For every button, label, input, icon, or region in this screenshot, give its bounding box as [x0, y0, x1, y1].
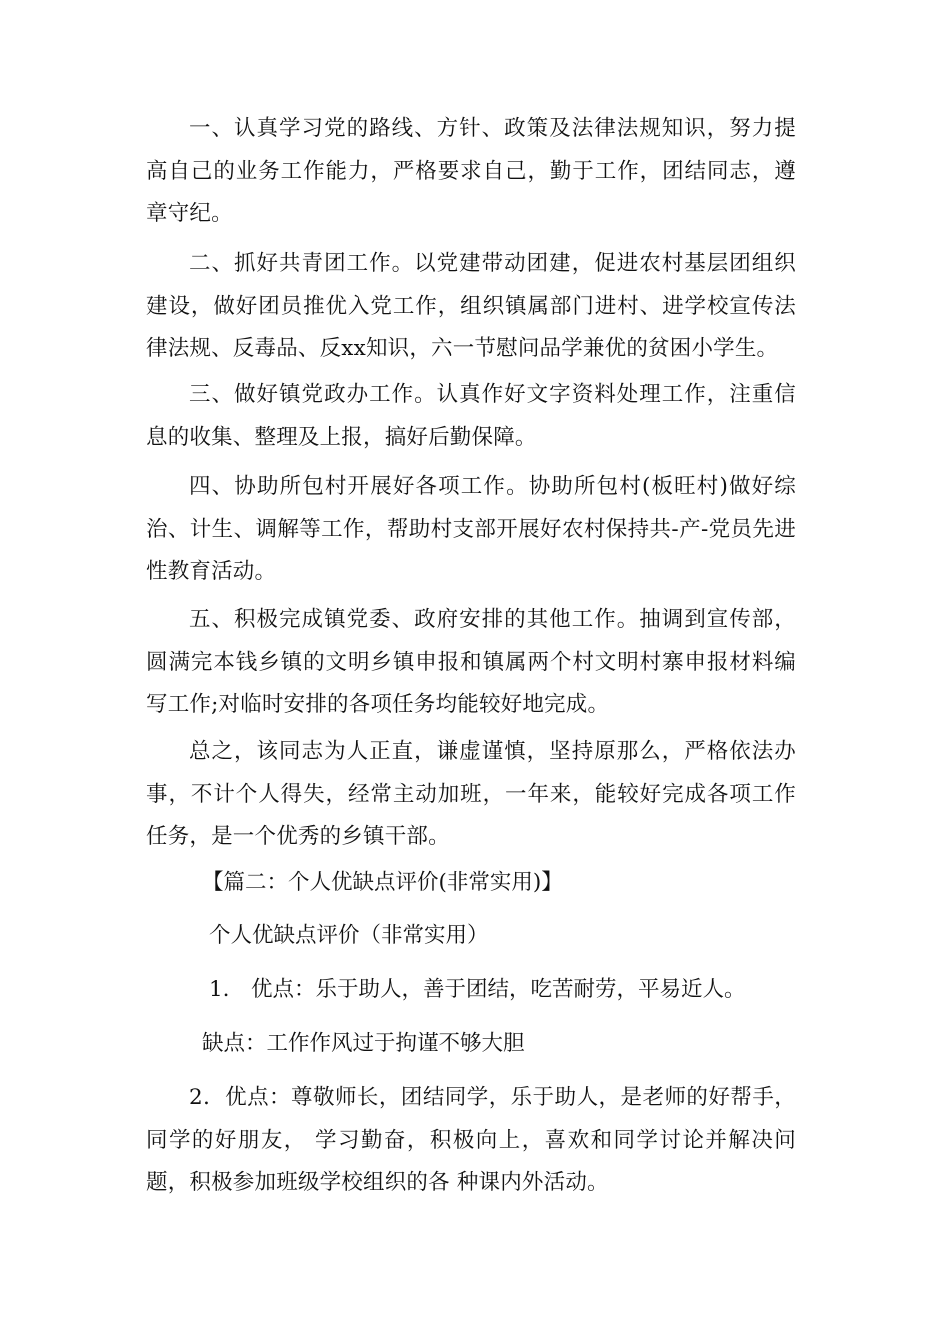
paragraph-1: 一、认真学习党的路线、方针、政策及法律法规知识，努力提高自己的业务工作能力，严格要求自己，勤于工作，团结同志，遵章守纪。: [146, 116, 796, 226]
item-2: 2．优点：尊敬师长，团结同学，乐于助人，是老师的好帮手，同学的好朋友， 学习勤奋，积极向上，喜欢和同学讨论并解决问题，积极参加班级学校组织的各 种课内外活动。: [146, 1085, 796, 1195]
paragraph-3: 三、做好镇党政办工作。认真作好文字资料处理工作，注重信息的收集、整理及上报，搞好后勤保障。: [146, 382, 796, 450]
paragraph-5: 五、积极完成镇党委、政府安排的其他工作。抽调到宣传部，圆满完本钱乡镇的文明乡镇申报和镇属两个村文明村寨申报材料编写工作;对临时安排的各项任务均能较好地完成。: [146, 607, 796, 717]
item-1-disadvantage: 缺点：工作作风过于拘谨不够大胆: [202, 1031, 525, 1056]
subtitle: 个人优缺点评价（非常实用）: [209, 923, 489, 948]
item-1-advantage: 1. 优点：乐于助人，善于团结，吃苦耐劳，平易近人。: [209, 977, 746, 1002]
paragraph-6: 总之，该同志为人正直，谦虚谨慎，坚持原那么，严格依法办事，不计个人得失，经常主动加班，一年来，能较好完成各项工作任务，是一个优秀的乡镇干部。: [146, 739, 796, 849]
section-title: 【篇二：个人优缺点评价(非常实用)】: [202, 870, 563, 895]
paragraph-4: 四、协助所包村开展好各项工作。协助所包村(板旺村)做好综治、计生、调解等工作，帮助村支部开展好农村保持共-产-党员先进性教育活动。: [146, 474, 796, 584]
paragraph-2: 二、抓好共青团工作。以党建带动团建，促进农村基层团组织建设，做好团员推优入党工作，组织镇属部门进村、进学校宣传法律法规、反毒品、反xx知识，六一节慰问品学兼优的贫困小学生。: [146, 251, 796, 361]
